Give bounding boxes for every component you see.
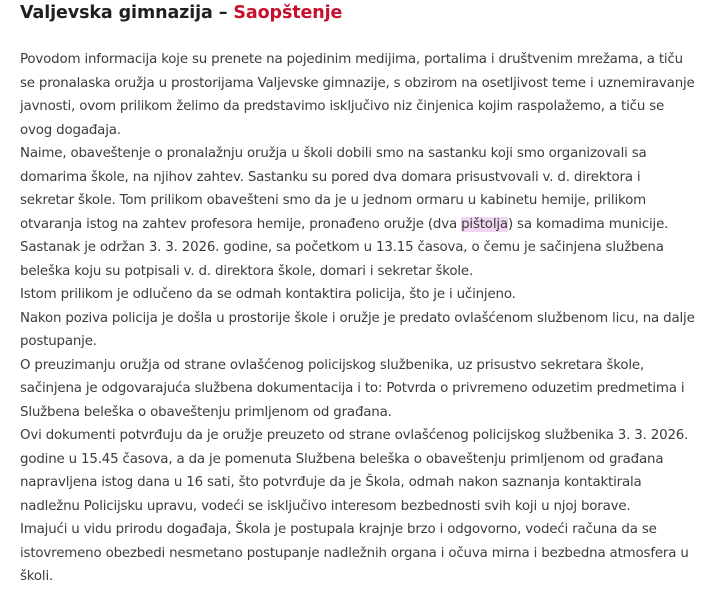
paragraph-police-arrival[interactable]: Nakon poziva policija je došla u prostorije škole i oružje je predato ovlašćenom službenom licu, na dalje postupanje. [20, 310, 695, 349]
paragraph-notification[interactable] [20, 142, 695, 236]
paragraph-conclusion[interactable]: Imajući u vidu prirodu događaja, Škola je postupala krajnje brzo i odgovorno, vodeći računa da se istovremeno obezbedi nesmetano postupanje nadležnih organa i očuva mirna i bezbedna atmosfera u školi. [20, 522, 689, 584]
paragraph-notification-text-end[interactable]: ) sa komadima municije. [507, 216, 669, 232]
title-prefix: Valjevska gimnazija – [20, 3, 234, 23]
paragraph-confirmation[interactable]: Ovi dokumenti potvrđuju da je oružje preuzeto od strane ovlašćenog policijskog službenika 3. 3. 2026. godine u 15.45 časova, a da je pomenuta Službena beleška o obaveštenju primljenom od građana napravljena istog dana u 16 sati, što potvrđuje da je Škola, odmah nakon saznanja kontaktirala nadležnu Policijsku upravu, vodeći se isključivo interesom bezbednosti svih koji u njoj borave. [20, 428, 689, 514]
paragraph-documentation[interactable]: O preuzimanju oružja od strane ovlašćenog policijskog službenika, uz prisustvo sekretara škole, sačinjena je odgovarajuća službena dokumentacija i to: Potvrda o privremeno oduzetim predmetima i Službena beleška o obaveštenju primljenom od građana. [20, 357, 685, 420]
highlighted-word[interactable]: pištolja [461, 216, 508, 232]
title-accent: Saopštenje [233, 3, 343, 23]
paragraph-notification-text-start[interactable]: Naime, obaveštenje o pronalažnju oružja u školi dobili smo na sastanku koji smo organizovali sa domarima škole, na njihov zahtev. Sastanku su pored dva domara prisustvovali v. d. direktora i sekretar škole. Tom prilikom obavešteni smo da je u jednom ormaru u kabinetu hemije, prilikom otvaranja istog na zahtev profesora hemije, pronađeno oružje (dva [20, 146, 647, 232]
article-body [20, 48, 695, 589]
paragraph-meeting[interactable]: Sastanak je održan 3. 3. 2026. godine, sa početkom u 13.15 časova, o čemu je sačinjena službena beleška koju su potpisali v. d. direktora škole, domari i sekretar škole. [20, 240, 664, 279]
page-title [20, 1, 342, 25]
paragraph-police-contact[interactable]: Istom prilikom je odlučeno da se odmah kontaktira policija, što je i učinjeno. [20, 287, 516, 302]
paragraph-intro[interactable]: Povodom informacija koje su prenete na pojedinim medijima, portalima i društvenim mrežama, a tiču se pronalaska oružja u prostorijama Valjevske gimnazije, s obzirom na osetljivost teme i uznemiravanje javnosti, ovom prilikom želimo da predstavimo isključivo niz činjenica kojim raspolažemo, a tiču se ovog događaja. [20, 52, 695, 138]
